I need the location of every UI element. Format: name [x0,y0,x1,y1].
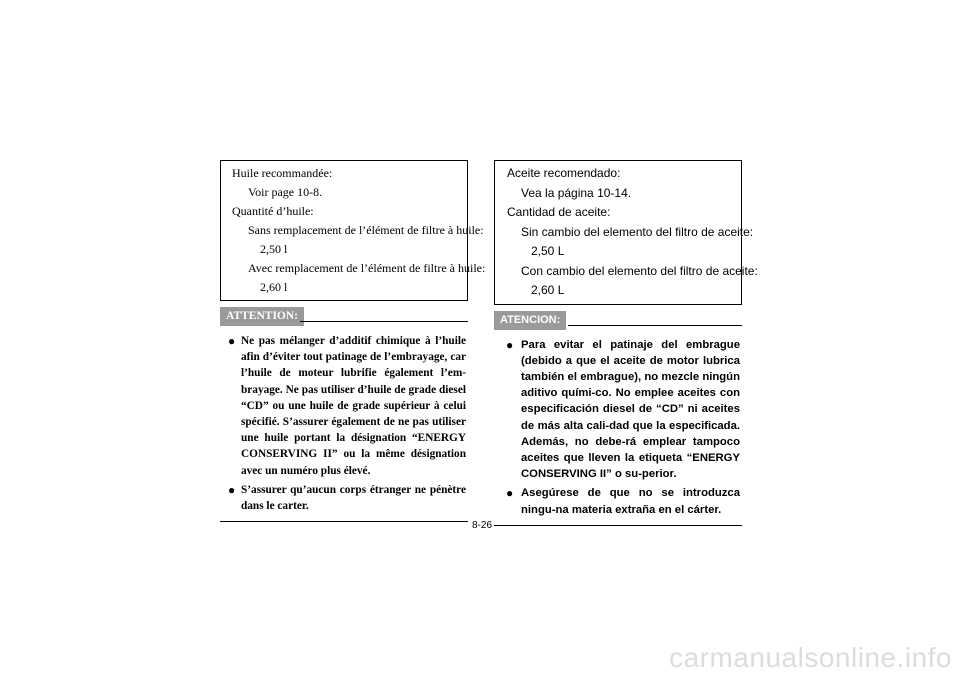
spanish-warning-list [494,337,742,518]
warning-rule [568,325,742,326]
warning-item [220,482,468,514]
french-warning-header [220,307,468,329]
bullet-icon: ● [228,334,236,348]
warning-item-text: Asegúrese de que no se introduzca ningu-na materia extraña en el cárter. [521,487,740,516]
bullet-icon: ● [506,486,514,501]
warning-end-rule [494,525,742,526]
french-oil-spec-box [220,160,486,301]
without-filter-value: 2,50 L [531,244,565,258]
oil-recommended-label: Aceite recomendado: [507,166,621,180]
warning-item [494,337,742,483]
bullet-icon: ● [228,482,236,497]
with-filter-value: 2,60 L [531,283,565,297]
with-filter-label: Con cambio del elemento del filtro de aceite: [521,263,758,278]
oil-quantity-label: Cantidad de aceite: [507,205,611,219]
without-filter-label: Sans remplacement de l’élément de filtre à huile: [248,223,484,237]
warning-tag: ATENCION: [494,311,566,330]
oil-recommended-label: Huile recommandée: [232,166,333,180]
warning-tag: ATTENTION: [220,307,304,326]
bullet-icon: ● [506,337,514,352]
warning-item-text: Para evitar el patinaje del embrague (debido a que el aceite de motor lubrica también el embrague), no mezcle ningún aditivo quími-co. No emplee aceites con especificación diesel de “CD” ni aceites de más alta cali-dad que la especificada. Además, no debe-rá emplear tampoco aceites que lleven la etiqueta “ENERGY CONSERVING II” o su-perior. [521,338,740,481]
warning-end-rule [220,521,468,522]
spanish-column [494,160,758,526]
watermark: carmanualsonline.info [669,642,952,673]
oil-quantity-label: Quantité d’huile: [232,204,314,218]
french-warning-list [220,333,468,514]
spanish-warning-header [494,311,742,333]
spanish-oil-spec-box [494,160,758,305]
oil-recommended-value: Voir page 10-8. [248,185,323,199]
warning-item [220,333,468,479]
with-filter-value: 2,60 l [260,280,288,294]
warning-item-text: S’assurer qu’aucun corps étranger ne pénètre dans le carter. [241,483,466,513]
with-filter-label: Avec remplacement de l’élément de filtre à huile: [248,261,486,275]
warning-rule [300,321,468,322]
page-number: 8-26 [471,520,492,531]
without-filter-value: 2,50 l [260,242,288,256]
warning-item-text: Ne pas mélanger d’additif chimique à l’huile afin d’éviter tout patinage de l’embrayage, car l’huile de moteur lubrifie également l’em-brayage. Ne pas utiliser d’huile de grade diesel “CD” ou une huile de grade supérieur à celui spécifié. S’assurer également de ne pas utiliser une huile portant la désignation “ENERGY CONSERVING II” ou la même désignation avec un numéro plus élevé. [241,335,466,477]
warning-item [494,485,742,517]
french-column [220,160,486,522]
without-filter-label: Sin cambio del elemento del filtro de aceite: [521,224,754,239]
oil-recommended-value: Vea la página 10-14. [521,185,632,200]
